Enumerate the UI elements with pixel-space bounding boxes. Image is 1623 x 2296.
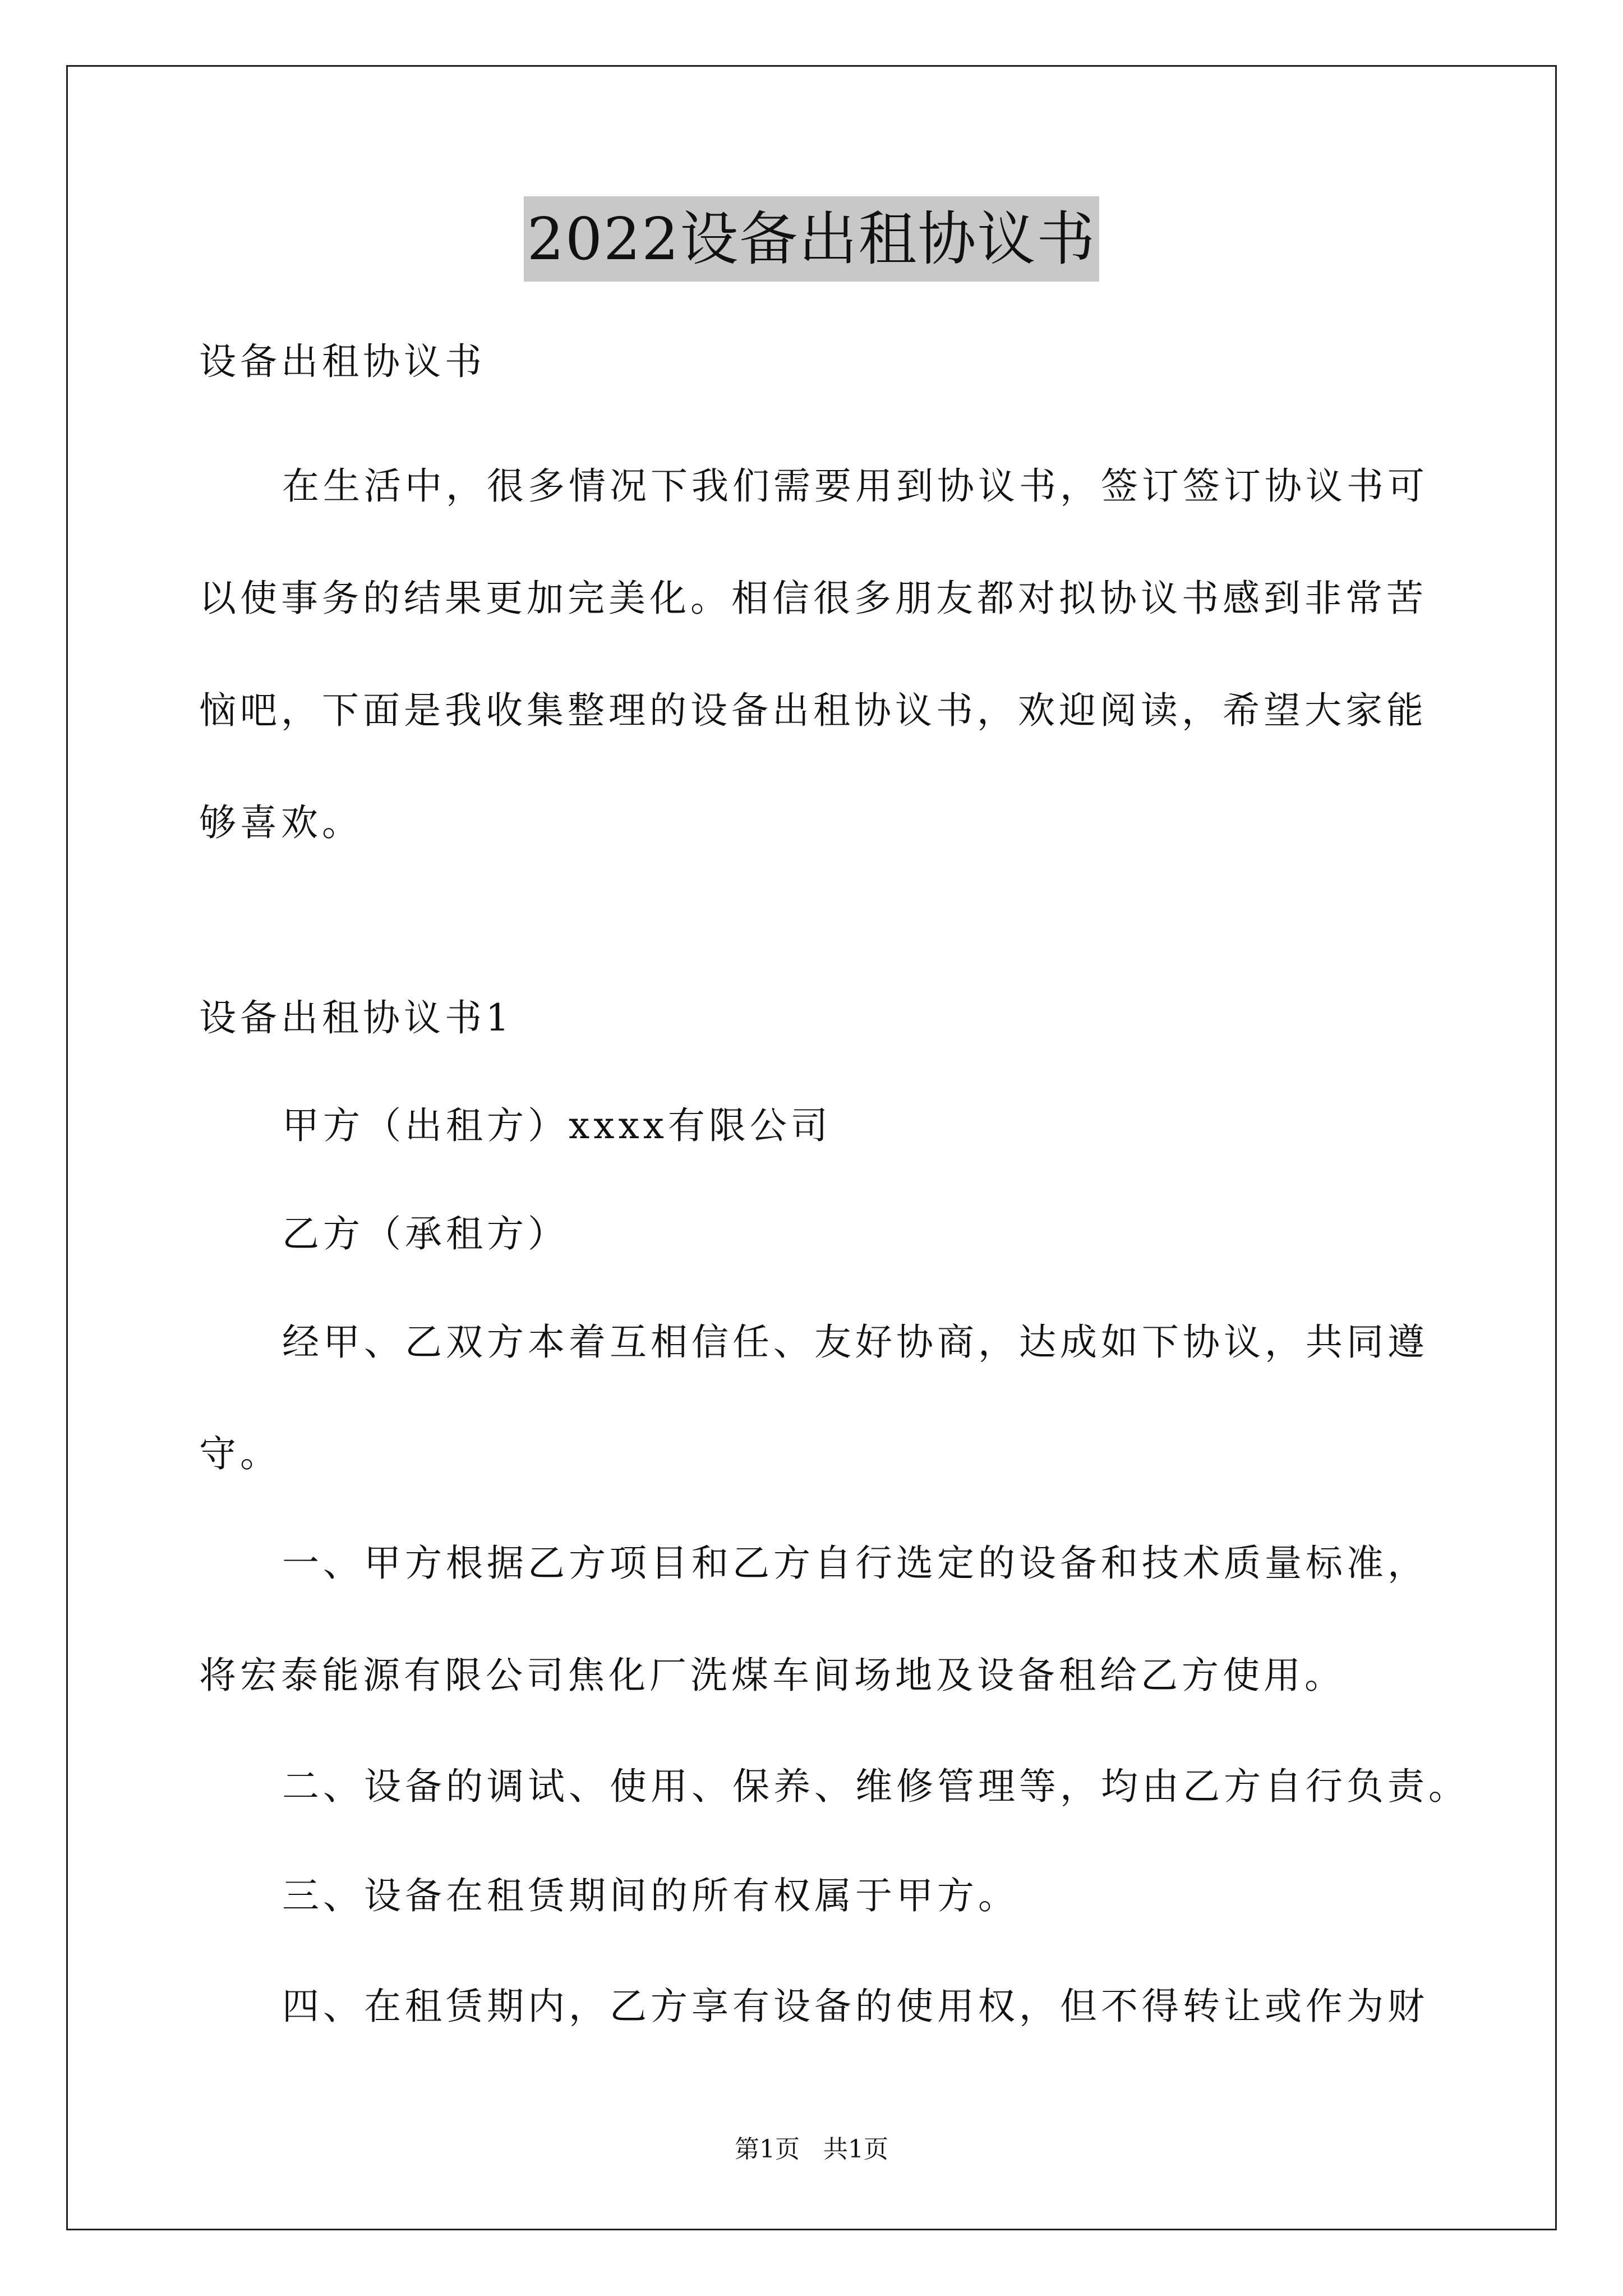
title-block	[0, 196, 1623, 282]
party-a-line: 甲方（出租方）xxxx有限公司	[282, 1104, 832, 1147]
agreement-line-2: 守。	[199, 1432, 281, 1475]
clause-3-line: 三、设备在租赁期间的所有权属于甲方。	[282, 1874, 1019, 1917]
page-footer: 第1页 共1页	[735, 2135, 888, 2164]
document-title: 2022设备出租协议书	[524, 196, 1100, 282]
intro-line-1: 在生活中，很多情况下我们需要用到协议书，签订签订协议书可	[282, 464, 1428, 508]
subtitle-line: 设备出租协议书	[199, 340, 486, 383]
intro-line-4: 够喜欢。	[199, 801, 363, 844]
clause-2-line: 二、设备的调试、使用、保养、维修管理等，均由乙方自行负责。	[282, 1765, 1469, 1808]
intro-line-2: 以使事务的结果更加完美化。相信很多朋友都对拟协议书感到非常苦	[199, 577, 1427, 620]
party-b-line: 乙方（承租方）	[282, 1212, 569, 1255]
clause-1-line-1: 一、甲方根据乙方项目和乙方自行选定的设备和技术质量标准，	[282, 1542, 1428, 1585]
clause-1-line-2: 将宏泰能源有限公司焦化厂洗煤车间场地及设备租给乙方使用。	[199, 1654, 1345, 1697]
agreement-line-1: 经甲、乙双方本着互相信任、友好协商，达成如下协议，共同遵	[282, 1320, 1428, 1364]
clause-4-line: 四、在租赁期内，乙方享有设备的使用权，但不得转让或作为财	[282, 1985, 1428, 2028]
intro-line-3: 恼吧，下面是我收集整理的设备出租协议书，欢迎阅读，希望大家能	[199, 689, 1427, 732]
section-heading: 设备出租协议书1	[199, 996, 513, 1039]
